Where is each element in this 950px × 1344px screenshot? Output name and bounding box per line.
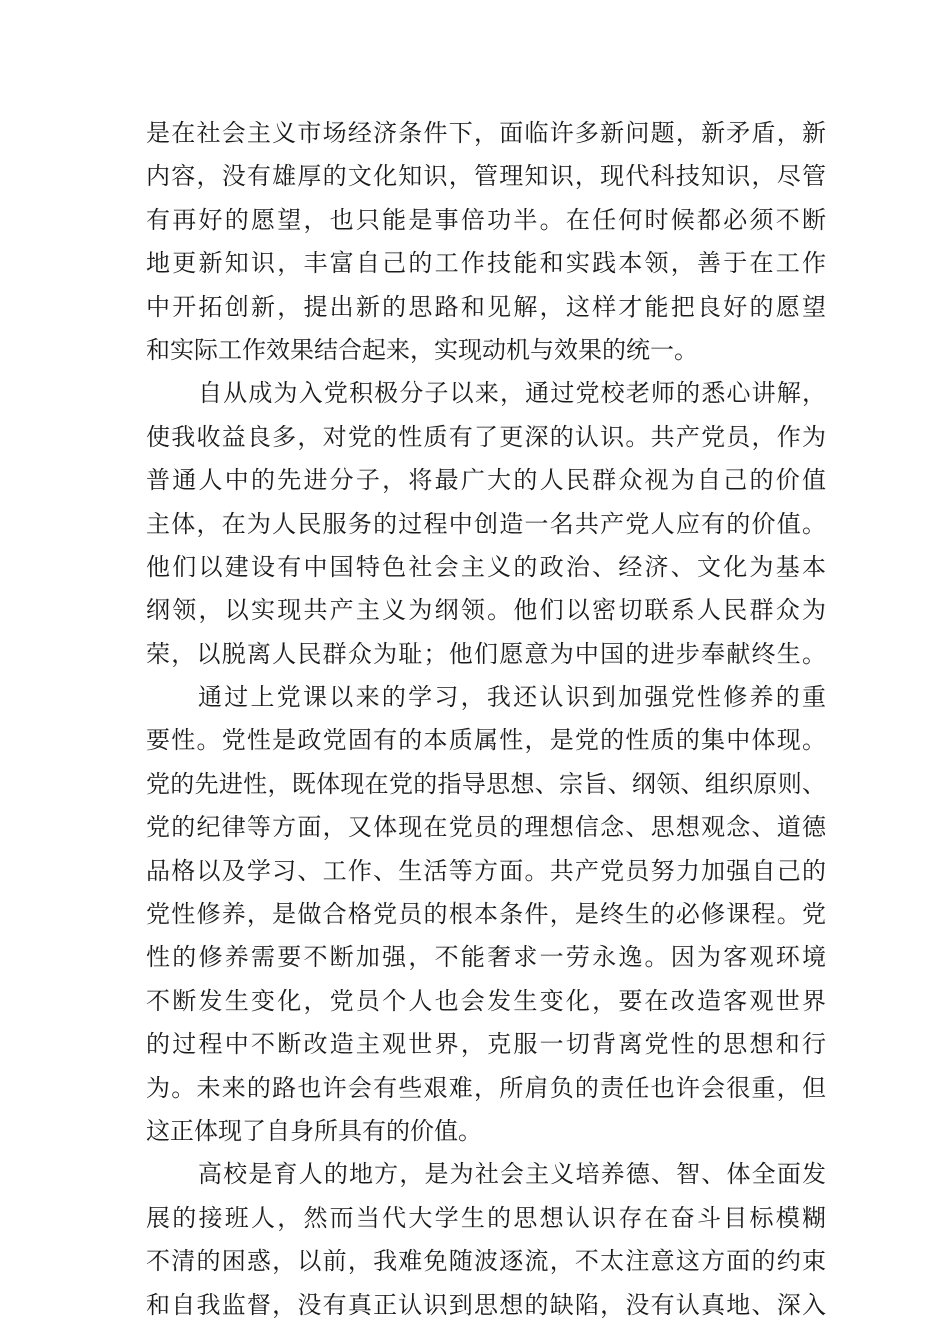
text-line: 党的纪律等方面，又体现在党员的理想信念、思想观念、道德 (146, 813, 826, 842)
text-line: 和自我监督，没有真正认识到思想的缺陷，没有认真地、深入 (146, 1290, 826, 1319)
text-line: 高校是育人的地方，是为社会主义培养德、智、体全面发 (198, 1160, 826, 1189)
text-line: 荣，以脱离人民群众为耻；他们愿意为中国的进步奉献终生。 (146, 639, 826, 668)
text-line: 内容，没有雄厚的文化知识，管理知识，现代科技知识，尽管 (146, 162, 826, 191)
text-line: 性的修养需要不断加强，不能奢求一劳永逸。因为客观环境 (146, 943, 826, 972)
text-line: 主体，在为人民服务的过程中创造一名共产党人应有的价值。 (146, 509, 826, 538)
text-line: 使我收益良多，对党的性质有了更深的认识。共产党员，作为 (146, 422, 826, 451)
text-line: 为。未来的路也许会有些艰难，所肩负的责任也许会很重，但 (146, 1073, 826, 1102)
text-line: 要性。党性是政党固有的本质属性，是党的性质的集中体现。 (146, 726, 826, 755)
text-line: 不断发生变化，党员个人也会发生变化，要在改造客观世界 (146, 986, 826, 1015)
text-line: 是在社会主义市场经济条件下，面临许多新问题，新矛盾，新 (146, 119, 826, 147)
text-line: 他们以建设有中国特色社会主义的政治、经济、文化为基本 (146, 552, 826, 581)
text-line: 中开拓创新，提出新的思路和见解，这样才能把良好的愿望 (146, 292, 826, 321)
text-line: 地更新知识，丰富自己的工作技能和实践本领，善于在工作 (146, 249, 826, 278)
text-line: 普通人中的先进分子，将最广大的人民群众视为自己的价值 (146, 466, 826, 495)
text-line: 展的接班人，然而当代大学生的思想认识存在奋斗目标模糊 (146, 1203, 826, 1232)
text-line: 这正体现了自身所具有的价值。 (146, 1116, 482, 1145)
text-line: 和实际工作效果结合起来，实现动机与效果的统一。 (146, 335, 698, 364)
text-line: 的过程中不断改造主观世界，克服一切背离党性的思想和行 (146, 1030, 826, 1059)
text-line: 党的先进性，既体现在党的指导思想、宗旨、纲领、组织原则、 (146, 769, 826, 798)
document-body (146, 112, 826, 1327)
text-line: 纲领，以实现共产主义为纲领。他们以密切联系人民群众为 (146, 596, 826, 625)
text-line: 通过上党课以来的学习，我还认识到加强党性修养的重 (198, 683, 826, 712)
text-line: 不清的困惑，以前，我难免随波逐流，不太注意这方面的约束 (146, 1247, 826, 1276)
text-line: 党性修养，是做合格党员的根本条件，是终生的必修课程。党 (146, 900, 826, 929)
text-line: 品格以及学习、工作、生活等方面。共产党员努力加强自己的 (146, 856, 826, 885)
text-line: 自从成为入党积极分子以来，通过党校老师的悉心讲解， (198, 379, 826, 408)
text-line: 有再好的愿望，也只能是事倍功半。在任何时候都必须不断 (146, 205, 826, 234)
